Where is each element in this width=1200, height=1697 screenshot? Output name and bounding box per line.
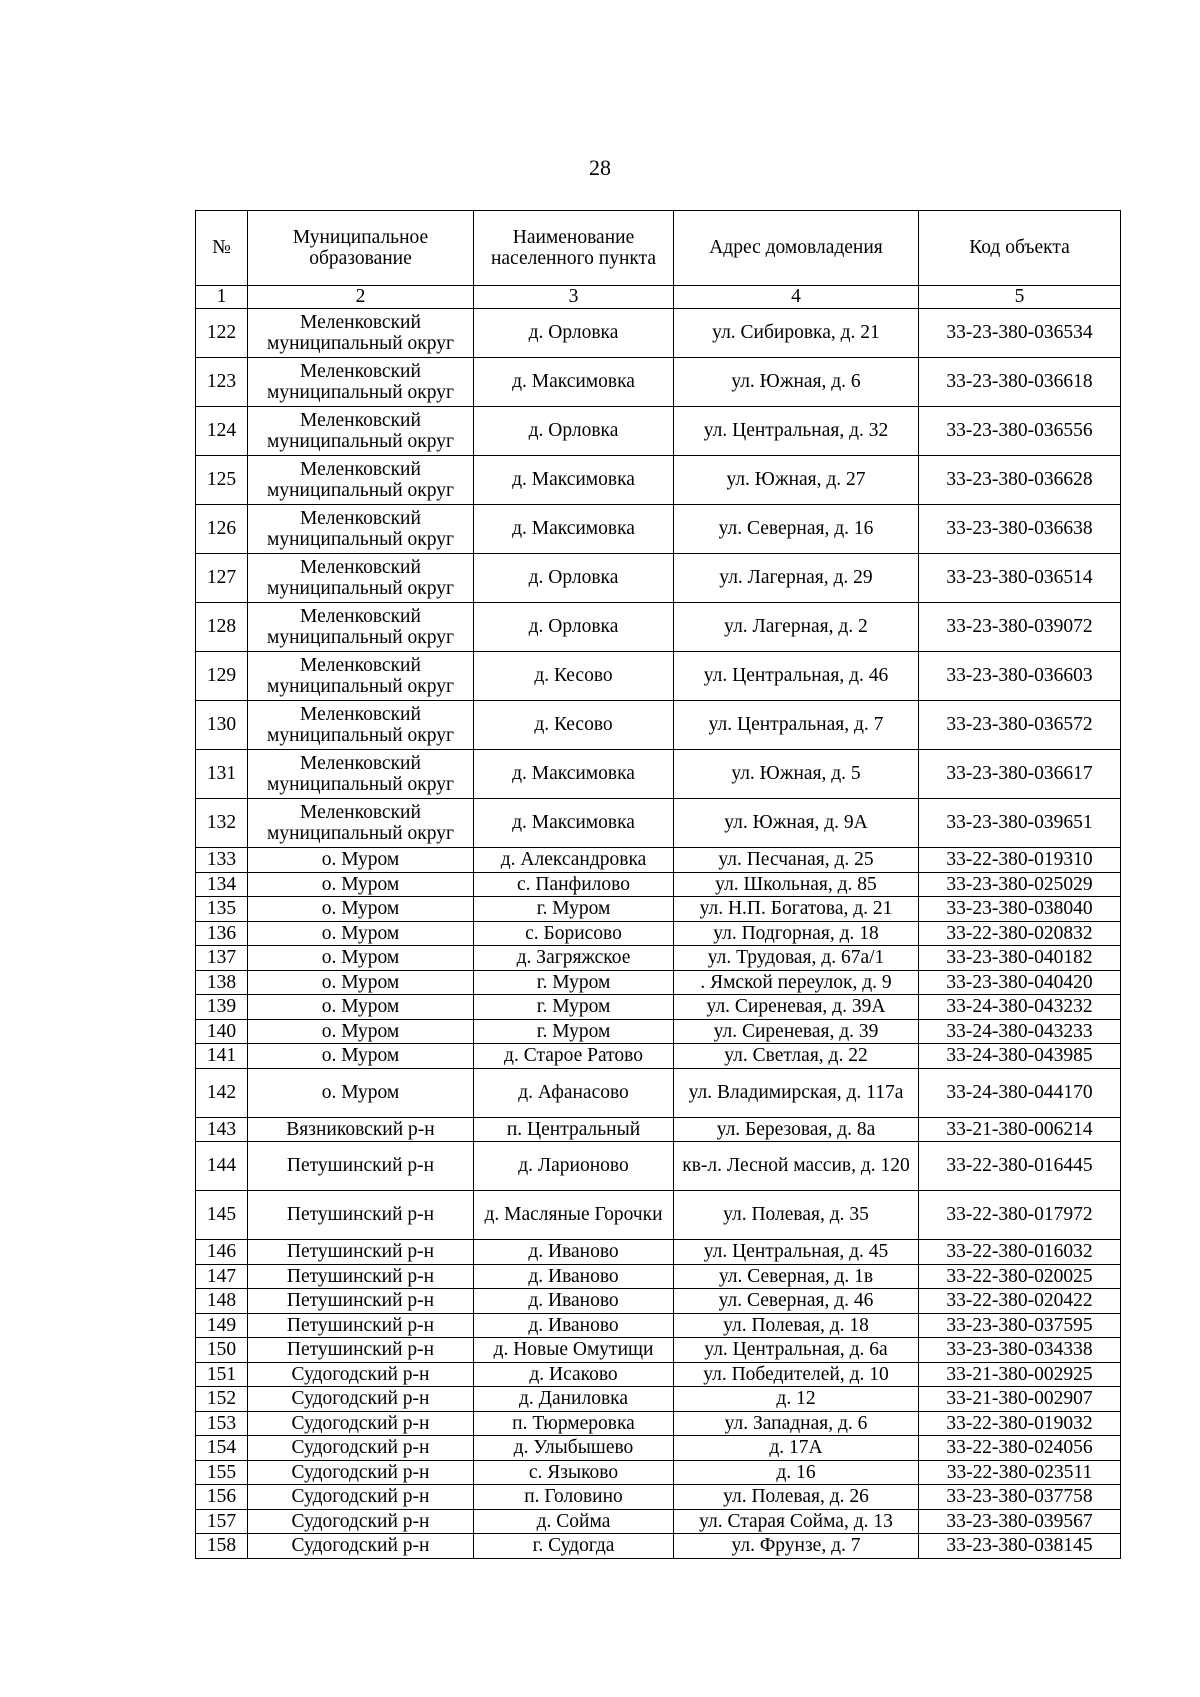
object-code-cell: 33-23-380-036514 [919,554,1121,603]
address-cell: ул. Н.П. Богатова, д. 21 [674,897,919,922]
settlement-cell: д. Максимовка [474,799,674,848]
row-number: 134 [196,872,248,897]
object-code-cell: 33-23-380-025029 [919,872,1121,897]
municipality-cell: Меленковский муниципальный округ [248,652,474,701]
header-municipality: Муниципальное образование [248,211,474,286]
municipality-cell: Меленковский муниципальный округ [248,701,474,750]
object-code-cell: 33-23-380-040182 [919,946,1121,971]
object-code-cell: 33-23-380-036534 [919,309,1121,358]
settlement-cell: д. Даниловка [474,1387,674,1412]
settlement-cell: д. Максимовка [474,750,674,799]
row-number: 150 [196,1338,248,1363]
address-cell: ул. Центральная, д. 6а [674,1338,919,1363]
object-code-cell: 33-22-380-020832 [919,921,1121,946]
table-row [196,799,1121,848]
municipality-cell: Судогодский р-н [248,1411,474,1436]
municipality-cell: о. Муром [248,970,474,995]
municipality-cell: Судогодский р-н [248,1534,474,1559]
settlement-cell: д. Загряжское [474,946,674,971]
object-code-cell: 33-23-380-038145 [919,1534,1121,1559]
address-cell: ул. Южная, д. 9А [674,799,919,848]
row-number: 132 [196,799,248,848]
table-row [196,1019,1121,1044]
address-cell: ул. Полевая, д. 18 [674,1313,919,1338]
table-row [196,1509,1121,1534]
municipality-cell: Судогодский р-н [248,1509,474,1534]
row-number: 146 [196,1240,248,1265]
object-code-cell: 33-23-380-037595 [919,1313,1121,1338]
address-cell: ул. Светлая, д. 22 [674,1044,919,1069]
object-code-cell: 33-23-380-039072 [919,603,1121,652]
municipality-cell: Вязниковский р-н [248,1117,474,1142]
municipality-cell: Меленковский муниципальный округ [248,358,474,407]
municipality-cell: Судогодский р-н [248,1436,474,1461]
row-number: 127 [196,554,248,603]
address-cell: ул. Сибировка, д. 21 [674,309,919,358]
object-code-cell: 33-23-380-036556 [919,407,1121,456]
address-cell: ул. Школьная, д. 85 [674,872,919,897]
table-row [196,1117,1121,1142]
settlement-cell: п. Центральный [474,1117,674,1142]
address-cell: ул. Подгорная, д. 18 [674,921,919,946]
municipality-cell: Меленковский муниципальный округ [248,456,474,505]
settlement-cell: д. Орловка [474,309,674,358]
table-row [196,309,1121,358]
row-number: 125 [196,456,248,505]
table-row [196,701,1121,750]
table-row [196,1411,1121,1436]
address-cell: ул. Центральная, д. 7 [674,701,919,750]
address-cell: д. 17А [674,1436,919,1461]
municipality-cell: Судогодский р-н [248,1387,474,1412]
municipality-cell: Петушинский р-н [248,1191,474,1240]
object-code-cell: 33-23-380-036638 [919,505,1121,554]
header-number: № [196,211,248,286]
object-code-cell: 33-22-380-017972 [919,1191,1121,1240]
header-settlement: Наименование населенного пункта [474,211,674,286]
object-code-cell: 33-23-380-036628 [919,456,1121,505]
row-number: 156 [196,1485,248,1510]
address-cell: ул. Березовая, д. 8а [674,1117,919,1142]
table-header-row [196,211,1121,286]
municipality-cell: Меленковский муниципальный округ [248,603,474,652]
address-cell: д. 16 [674,1460,919,1485]
settlement-cell: д. Иваново [474,1240,674,1265]
header-address: Адрес домовладения [674,211,919,286]
settlement-cell: д. Орловка [474,554,674,603]
municipality-cell: Судогодский р-н [248,1362,474,1387]
row-number: 148 [196,1289,248,1314]
settlement-cell: п. Головино [474,1485,674,1510]
row-number: 141 [196,1044,248,1069]
row-number: 124 [196,407,248,456]
address-cell: ул. Победителей, д. 10 [674,1362,919,1387]
header-object-code: Код объекта [919,211,1121,286]
row-number: 151 [196,1362,248,1387]
table-row [196,456,1121,505]
table-row [196,358,1121,407]
row-number: 147 [196,1264,248,1289]
row-number: 136 [196,921,248,946]
row-number: 145 [196,1191,248,1240]
row-number: 129 [196,652,248,701]
row-number: 149 [196,1313,248,1338]
table-row [196,1485,1121,1510]
column-number: 3 [474,286,674,309]
table-row [196,921,1121,946]
table-row [196,505,1121,554]
object-code-cell: 33-23-380-036572 [919,701,1121,750]
settlement-cell: д. Кесово [474,652,674,701]
municipality-cell: Петушинский р-н [248,1264,474,1289]
address-cell: ул. Северная, д. 1в [674,1264,919,1289]
settlement-cell: д. Орловка [474,407,674,456]
settlement-cell: д. Иваново [474,1289,674,1314]
row-number: 130 [196,701,248,750]
address-cell: ул. Центральная, д. 45 [674,1240,919,1265]
municipality-cell: о. Муром [248,1068,474,1117]
municipality-cell: Меленковский муниципальный округ [248,505,474,554]
row-number: 131 [196,750,248,799]
row-number: 138 [196,970,248,995]
address-cell: ул. Северная, д. 46 [674,1289,919,1314]
municipality-cell: Меленковский муниципальный округ [248,407,474,456]
settlement-cell: с. Борисово [474,921,674,946]
object-code-cell: 33-23-380-039567 [919,1509,1121,1534]
object-code-cell: 33-23-380-036617 [919,750,1121,799]
row-number: 133 [196,848,248,873]
settlement-cell: д. Максимовка [474,456,674,505]
row-number: 140 [196,1019,248,1044]
table-row [196,946,1121,971]
table-row [196,554,1121,603]
settlement-cell: д. Александровка [474,848,674,873]
table-row [196,1264,1121,1289]
table-row [196,897,1121,922]
row-number: 155 [196,1460,248,1485]
object-code-cell: 33-23-380-034338 [919,1338,1121,1363]
table-row [196,603,1121,652]
row-number: 154 [196,1436,248,1461]
address-cell: д. 12 [674,1387,919,1412]
table-row [196,970,1121,995]
object-code-cell: 33-22-380-020422 [919,1289,1121,1314]
column-numbers-row [196,286,1121,309]
settlement-cell: д. Афанасово [474,1068,674,1117]
settlement-cell: д. Исаково [474,1362,674,1387]
settlement-cell: д. Иваново [474,1313,674,1338]
address-cell: ул. Центральная, д. 32 [674,407,919,456]
address-cell: ул. Южная, д. 27 [674,456,919,505]
settlement-cell: д. Масляные Горочки [474,1191,674,1240]
column-number: 5 [919,286,1121,309]
object-code-cell: 33-21-380-002925 [919,1362,1121,1387]
row-number: 122 [196,309,248,358]
settlement-cell: д. Улыбышево [474,1436,674,1461]
municipality-cell: Судогодский р-н [248,1485,474,1510]
settlement-cell: г. Муром [474,995,674,1020]
address-cell: ул. Северная, д. 16 [674,505,919,554]
object-code-cell: 33-23-380-038040 [919,897,1121,922]
municipality-cell: о. Муром [248,1019,474,1044]
row-number: 139 [196,995,248,1020]
object-code-cell: 33-24-380-043233 [919,1019,1121,1044]
object-code-cell: 33-22-380-019032 [919,1411,1121,1436]
municipality-cell: Петушинский р-н [248,1338,474,1363]
address-cell: ул. Южная, д. 6 [674,358,919,407]
object-code-cell: 33-21-380-006214 [919,1117,1121,1142]
address-cell: ул. Сиреневая, д. 39А [674,995,919,1020]
table-row [196,1313,1121,1338]
row-number: 142 [196,1068,248,1117]
column-number: 1 [196,286,248,309]
municipality-cell: Меленковский муниципальный округ [248,309,474,358]
table-row [196,750,1121,799]
settlement-cell: д. Сойма [474,1509,674,1534]
settlement-cell: с. Языково [474,1460,674,1485]
row-number: 128 [196,603,248,652]
table-row [196,1338,1121,1363]
row-number: 126 [196,505,248,554]
settlement-cell: с. Панфилово [474,872,674,897]
settlement-cell: г. Муром [474,1019,674,1044]
table-row [196,1240,1121,1265]
object-code-cell: 33-22-380-023511 [919,1460,1121,1485]
table-row [196,407,1121,456]
municipality-cell: о. Муром [248,897,474,922]
settlement-cell: д. Кесово [474,701,674,750]
row-number: 123 [196,358,248,407]
object-code-cell: 33-24-380-043232 [919,995,1121,1020]
object-code-cell: 33-22-380-016445 [919,1142,1121,1191]
address-cell: . Ямской переулок, д. 9 [674,970,919,995]
address-cell: ул. Полевая, д. 35 [674,1191,919,1240]
row-number: 144 [196,1142,248,1191]
object-code-cell: 33-23-380-039651 [919,799,1121,848]
settlement-cell: д. Максимовка [474,358,674,407]
table-row [196,1436,1121,1461]
table-row [196,1068,1121,1117]
settlement-cell: д. Ларионово [474,1142,674,1191]
row-number: 153 [196,1411,248,1436]
object-code-cell: 33-24-380-043985 [919,1044,1121,1069]
municipality-cell: Меленковский муниципальный округ [248,750,474,799]
table-row [196,1460,1121,1485]
address-cell: кв-л. Лесной массив, д. 120 [674,1142,919,1191]
settlement-cell: г. Муром [474,970,674,995]
column-number: 2 [248,286,474,309]
object-code-cell: 33-22-380-020025 [919,1264,1121,1289]
address-cell: ул. Старая Сойма, д. 13 [674,1509,919,1534]
table-row [196,872,1121,897]
column-number: 4 [674,286,919,309]
settlement-cell: д. Максимовка [474,505,674,554]
table-row [196,1142,1121,1191]
object-code-cell: 33-22-380-019310 [919,848,1121,873]
municipality-cell: Петушинский р-н [248,1289,474,1314]
municipality-cell: о. Муром [248,995,474,1020]
municipality-cell: о. Муром [248,1044,474,1069]
municipality-cell: Меленковский муниципальный округ [248,799,474,848]
object-code-cell: 33-24-380-044170 [919,1068,1121,1117]
address-cell: ул. Трудовая, д. 67а/1 [674,946,919,971]
table-row [196,995,1121,1020]
address-cell: ул. Владимирская, д. 117а [674,1068,919,1117]
municipality-cell: о. Муром [248,946,474,971]
settlement-cell: д. Старое Ратово [474,1044,674,1069]
object-code-cell: 33-23-380-036618 [919,358,1121,407]
objects-table [195,210,1121,1559]
address-cell: ул. Полевая, д. 26 [674,1485,919,1510]
municipality-cell: Судогодский р-н [248,1460,474,1485]
municipality-cell: о. Муром [248,848,474,873]
settlement-cell: д. Новые Омутищи [474,1338,674,1363]
address-cell: ул. Лагерная, д. 2 [674,603,919,652]
municipality-cell: Петушинский р-н [248,1240,474,1265]
table-row [196,1044,1121,1069]
table-row [196,1534,1121,1559]
row-number: 158 [196,1534,248,1559]
settlement-cell: п. Тюрмеровка [474,1411,674,1436]
address-cell: ул. Центральная, д. 46 [674,652,919,701]
page-number: 28 [589,155,611,180]
settlement-cell: д. Орловка [474,603,674,652]
settlement-cell: д. Иваново [474,1264,674,1289]
address-cell: ул. Сиреневая, д. 39 [674,1019,919,1044]
municipality-cell: Меленковский муниципальный округ [248,554,474,603]
table-row [196,1289,1121,1314]
row-number: 152 [196,1387,248,1412]
municipality-cell: о. Муром [248,921,474,946]
settlement-cell: г. Судогда [474,1534,674,1559]
row-number: 143 [196,1117,248,1142]
address-cell: ул. Западная, д. 6 [674,1411,919,1436]
table-row [196,1387,1121,1412]
row-number: 157 [196,1509,248,1534]
address-cell: ул. Лагерная, д. 29 [674,554,919,603]
table-row [196,1191,1121,1240]
municipality-cell: Петушинский р-н [248,1142,474,1191]
municipality-cell: о. Муром [248,872,474,897]
row-number: 135 [196,897,248,922]
object-code-cell: 33-23-380-036603 [919,652,1121,701]
municipality-cell: Петушинский р-н [248,1313,474,1338]
object-code-cell: 33-22-380-016032 [919,1240,1121,1265]
table-row [196,652,1121,701]
row-number: 137 [196,946,248,971]
table-row [196,1362,1121,1387]
object-code-cell: 33-23-380-040420 [919,970,1121,995]
table-row [196,848,1121,873]
address-cell: ул. Песчаная, д. 25 [674,848,919,873]
object-code-cell: 33-21-380-002907 [919,1387,1121,1412]
object-code-cell: 33-23-380-037758 [919,1485,1121,1510]
address-cell: ул. Фрунзе, д. 7 [674,1534,919,1559]
object-code-cell: 33-22-380-024056 [919,1436,1121,1461]
address-cell: ул. Южная, д. 5 [674,750,919,799]
settlement-cell: г. Муром [474,897,674,922]
